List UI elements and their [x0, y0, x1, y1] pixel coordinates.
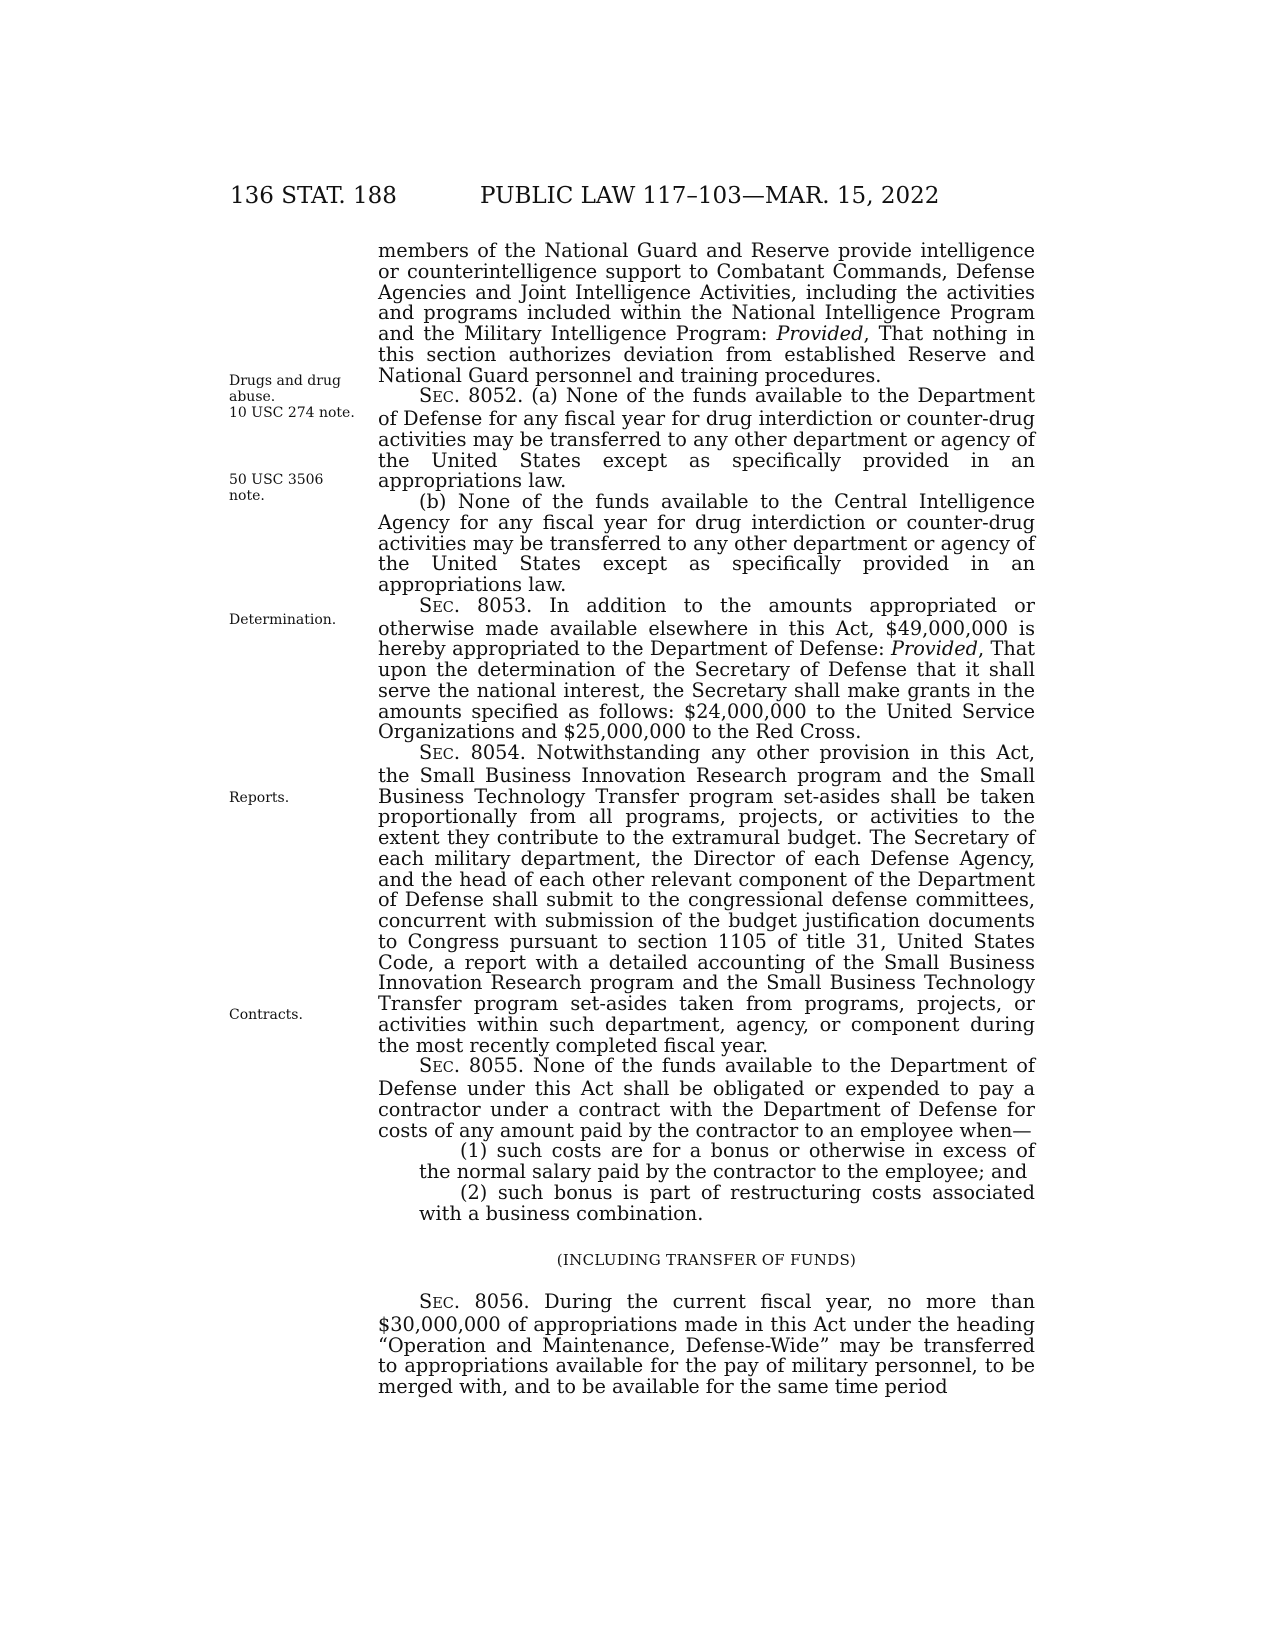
section-8052-a: SEC. 8052. (a) None of the funds available to the Department of Defense for any fiscal year for drug interdiction or counter-drug activities may be transferred to any other department or agency of the United States except as specifically provided in an appropriations law.	[378, 384, 1035, 493]
margin-note-line: Determination.	[229, 612, 337, 628]
margin-note-line: abuse.	[229, 389, 276, 405]
margin-note-reports	[229, 790, 359, 806]
section-8052-b: (b) None of the funds available to the Central Intelligence Agency for any fiscal year for drug interdiction or counter-drug activities may be transferred to any other department or agency of the United States except as specifically provided in an appropriations law.	[378, 490, 1035, 596]
section-8056: SEC. 8056. During the current fiscal year, no more than $30,000,000 of appropriations made in this Act under the heading “Operation and Maintenance, Defense-Wide” may be transferred to appropriations available for the pay of military personnel, to be merged with, and to be available for the same time period	[378, 1290, 1035, 1398]
section-8054: SEC. 8054. Notwithstanding any other provision in this Act, the Small Business Innovation Research program and the Small Business Technology Transfer program set-asides shall be taken proportionally from all programs, projects, or activities to the extent they contribute to the extramural budget. The Secretary of each military department, the Director of each Defense Agency, and the head of each other relevant component of the Department of Defense shall submit to the congressional defense committees, concurrent with submission of the budget justification documents to Congress pursuant to section 1105 of title 31, United States Code, a report with a detailed accounting of the Small Business Innovation Research program and the Small Business Technology Transfer program set-asides taken from programs, projects, or activities within such department, agency, or component during the most recently completed fiscal year.	[378, 741, 1035, 1057]
margin-note-line: 50 USC 3506	[229, 472, 324, 488]
margin-note-line: Drugs and drug	[229, 373, 341, 389]
margin-note-line: Contracts.	[229, 1007, 303, 1023]
running-head: PUBLIC LAW 117–103—MAR. 15, 2022	[480, 183, 940, 209]
section-8053: SEC. 8053. In addition to the amounts appropriated or otherwise made available elsewhere in this Act, $49,000,000 is hereby appropriated to the Department of Defense: Provided, That upon the determination of the Secretary of Defense that it shall serve the national interest, the Secretary shall make grants in the amounts specified as follows: $24,000,000 to the United Service Organizations and $25,000,000 to the Red Cross.	[378, 593, 1036, 744]
paragraph-continued: members of the National Guard and Reserve provide intelligence or counterintelligence support to Combatant Commands, Defense Agencies and Joint Intelligence Activities, including the activities and programs included within the National Intelligence Program and the Military Intelligence Program: Provided, That nothing in this section authorizes deviation from established Reserve and National Guard personnel and training procedures.	[378, 239, 1035, 387]
section-8055-paragraph-1: (1) such costs are for a bonus or otherwise in excess of the normal salary paid by the contractor to the employee; and	[419, 1139, 1035, 1183]
margin-note-line: 10 USC 274 note.	[229, 405, 355, 421]
margin-note-determination	[229, 612, 359, 628]
margin-note-drugs	[229, 373, 359, 421]
page-number: 136 STAT. 188	[230, 183, 397, 209]
margin-note-line: Reports.	[229, 790, 290, 806]
provided-italic: Provided	[776, 322, 864, 345]
section-8055-paragraph-2: (2) such bonus is part of restructuring costs associated with a business combination.	[419, 1180, 1035, 1225]
section-8055: SEC. 8055. None of the funds available to the Department of Defense under this Act shall be obligated or expended to pay a contractor under a contract with the Department of Defense for costs of any amount paid by the contractor to an employee when—	[378, 1054, 1035, 1142]
margin-note-contracts	[229, 1007, 359, 1023]
provided-italic: Provided	[891, 637, 978, 661]
margin-note-50usc3506	[229, 472, 359, 504]
section-heading: (INCLUDING TRANSFER OF FUNDS)	[556, 1251, 857, 1270]
margin-note-line: note.	[229, 488, 265, 504]
statute-body	[378, 241, 1035, 1398]
